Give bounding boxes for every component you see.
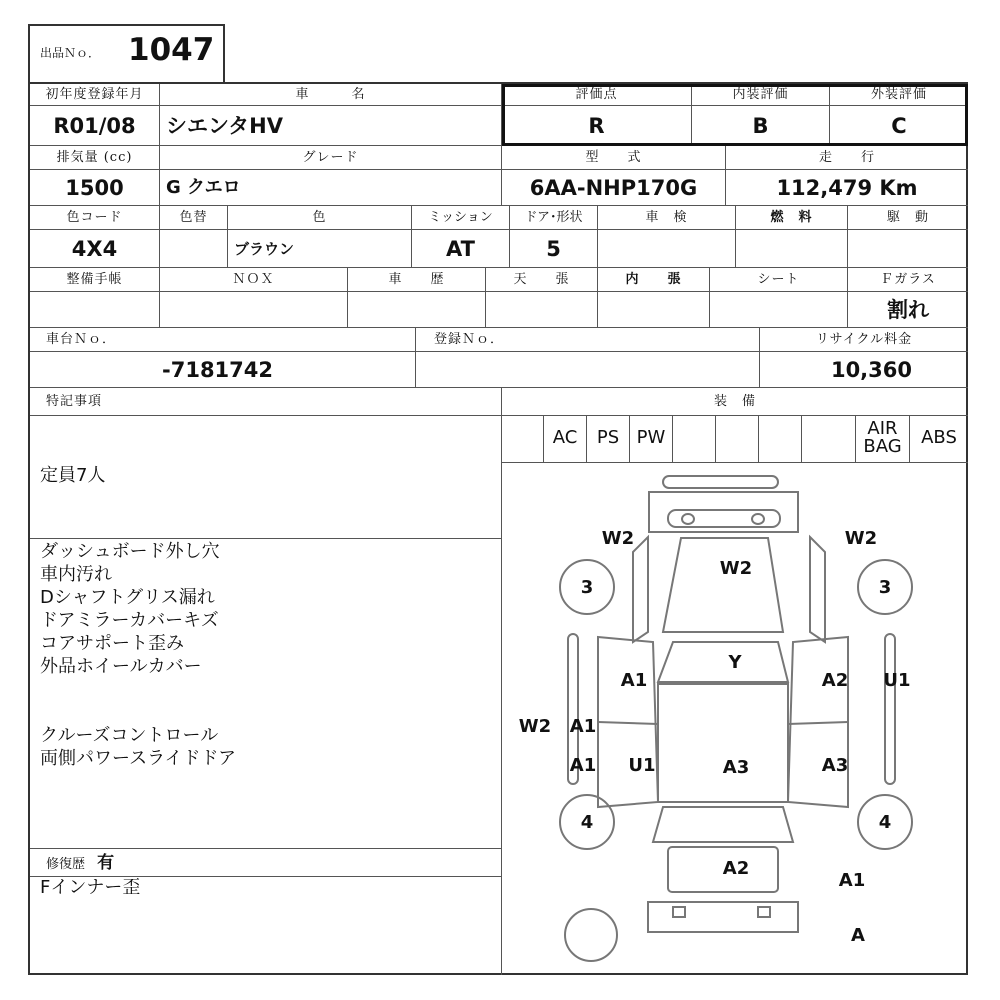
maintenance-label: 整備手帳 (30, 268, 160, 292)
drive-label: 駆 動 (848, 206, 968, 230)
interior-value: B (692, 106, 830, 146)
displacement-label: 排気量 (cc) (30, 146, 160, 170)
remarks-divider-2 (30, 848, 501, 849)
inspection-label: 車 検 (598, 206, 736, 230)
remark-line: Dシャフトグリス漏れ (40, 587, 215, 608)
score-value: R (502, 106, 692, 146)
nox-value (160, 292, 348, 328)
exterior-value: C (830, 106, 968, 146)
displacement-value: 1500 (30, 170, 160, 206)
mission-value: AT (412, 230, 510, 268)
equip-cell (759, 416, 802, 462)
mark-tire-fl: 3 (580, 577, 594, 598)
color-value: ブラウン (228, 230, 412, 268)
interior-trim-label: 内 張 (598, 268, 710, 292)
equip-airbag-line2: BAG (863, 436, 902, 457)
equip-ps: PS (587, 416, 630, 462)
inspection-value (598, 230, 736, 268)
door-label: ドア･形状 (510, 206, 598, 230)
mileage-label: 走 行 (726, 146, 968, 170)
fglass-label: Ｆガラス (848, 268, 968, 292)
color-code-label: 色コード (30, 206, 160, 230)
reg-no-label: 登録Ｎｏ． (416, 328, 760, 352)
remark-line: 外品ホイールカバー (40, 656, 202, 677)
mark-w2-windshield: W2 (719, 558, 753, 579)
remark-capacity: 定員7人 (40, 465, 106, 486)
score-label: 評価点 (502, 84, 692, 106)
mission-label: ミッション (412, 206, 510, 230)
remarks-area (30, 416, 502, 975)
model-label: 型 式 (502, 146, 726, 170)
lot-number: 1047 (128, 32, 215, 68)
mark-tire-rr: 4 (878, 812, 892, 833)
roof-label: 天 張 (486, 268, 598, 292)
grade-label: グレード (160, 146, 502, 170)
hood-shape (663, 538, 783, 632)
front-bumper-shape (663, 476, 778, 488)
remark-line: クルーズコントロール (40, 725, 219, 746)
equip-abs: ABS (921, 427, 957, 448)
mark-a1-left-front: A1 (620, 670, 648, 691)
mark-w2-left-mirror: W2 (601, 528, 635, 549)
fuel-value (736, 230, 848, 268)
model-value: 6AA-NHP170G (502, 170, 726, 206)
rear-bumper-shape (648, 902, 798, 932)
color-label: 色 (228, 206, 412, 230)
car-name-value: シエンタHV (160, 106, 502, 146)
chassis-value: -7181742 (30, 352, 416, 388)
first-reg-value: R01/08 (30, 106, 160, 146)
mark-a2-right-front: A2 (821, 670, 849, 691)
reg-no-value (416, 352, 760, 388)
inspection-sheet (28, 82, 968, 975)
repair-row (46, 852, 114, 876)
equip-cell (673, 416, 716, 462)
fuel-label: 燃 料 (736, 206, 848, 230)
repair-label: 修復歴 (46, 857, 86, 872)
lot-number-box (28, 24, 225, 82)
mark-y-roof: Y (728, 652, 742, 673)
equip-cell (716, 416, 759, 462)
interior-label: 内装評価 (692, 84, 830, 106)
mark-tire-fr: 3 (878, 577, 892, 598)
recycle-label: リサイクル料金 (760, 328, 968, 352)
mark-tire-rl: 4 (580, 812, 594, 833)
first-reg-label: 初年度登録年月 (30, 84, 160, 106)
mark-a1-rear-right: A1 (838, 870, 866, 891)
remark-line: 両側パワースライドドア (40, 748, 237, 769)
maintenance-value (30, 292, 160, 328)
remark-line: コアサポート歪み (40, 633, 184, 654)
remark-line: 車内汚れ (40, 564, 112, 585)
remark-block-2 (40, 540, 220, 678)
history-value (348, 292, 486, 328)
color-code-value: 4X4 (30, 230, 160, 268)
equip-cell (502, 416, 544, 462)
remark-block-3 (40, 724, 236, 770)
lot-label: 出品Ｎｏ． (40, 46, 101, 60)
equip-ac: AC (544, 416, 587, 462)
exterior-label: 外装評価 (830, 84, 968, 106)
car-damage-diagram (503, 462, 968, 975)
mark-u1-right: U1 (883, 670, 911, 691)
history-label: 車 歴 (348, 268, 486, 292)
equipment-label: 装 備 (502, 388, 968, 416)
equip-airbag-line1: AIR (867, 418, 898, 439)
mileage-value: 112,479 Km (726, 170, 968, 206)
mark-a2-rear: A2 (722, 858, 750, 879)
mark-a-bumper: A (851, 925, 865, 946)
drive-value (848, 230, 968, 268)
equip-pw: PW (630, 416, 673, 462)
color-change-value (160, 230, 228, 268)
recycle-value: 10,360 (760, 352, 968, 388)
seat-label: シート (710, 268, 848, 292)
fglass-value: 割れ (848, 292, 968, 328)
seat-value (710, 292, 848, 328)
mark-w2-right-mirror: W2 (844, 528, 878, 549)
mark-a1-left-rear: A1 (569, 755, 597, 776)
repair-value: 有 (97, 853, 115, 873)
remark-line: ドアミラーカバーキズ (40, 610, 219, 631)
interior-trim-value (598, 292, 710, 328)
spare-tire (565, 909, 617, 961)
equip-airbag (856, 416, 910, 462)
mark-a1-left-side: A1 (569, 716, 597, 737)
grade-value: G クエロ (160, 170, 502, 206)
mark-a3-center: A3 (722, 757, 750, 778)
repair-note: Fインナー歪 (40, 877, 141, 898)
mark-w2-left: W2 (518, 716, 552, 737)
equip-cell (802, 416, 856, 462)
roof-value (486, 292, 598, 328)
remark-line: ダッシュボード外し穴 (40, 541, 220, 562)
car-name-label: 車 名 (160, 84, 502, 106)
remarks-divider-1 (30, 538, 501, 539)
remarks-label: 特記事項 (30, 388, 502, 416)
roof-shape (658, 684, 788, 802)
door-value: 5 (510, 230, 598, 268)
mark-u1-left: U1 (628, 755, 656, 776)
nox-label: ＮＯＸ (160, 268, 348, 292)
windshield-shape (658, 642, 788, 682)
color-change-label: 色替 (160, 206, 228, 230)
chassis-label: 車台Ｎｏ． (30, 328, 416, 352)
mark-a3-right: A3 (821, 755, 849, 776)
